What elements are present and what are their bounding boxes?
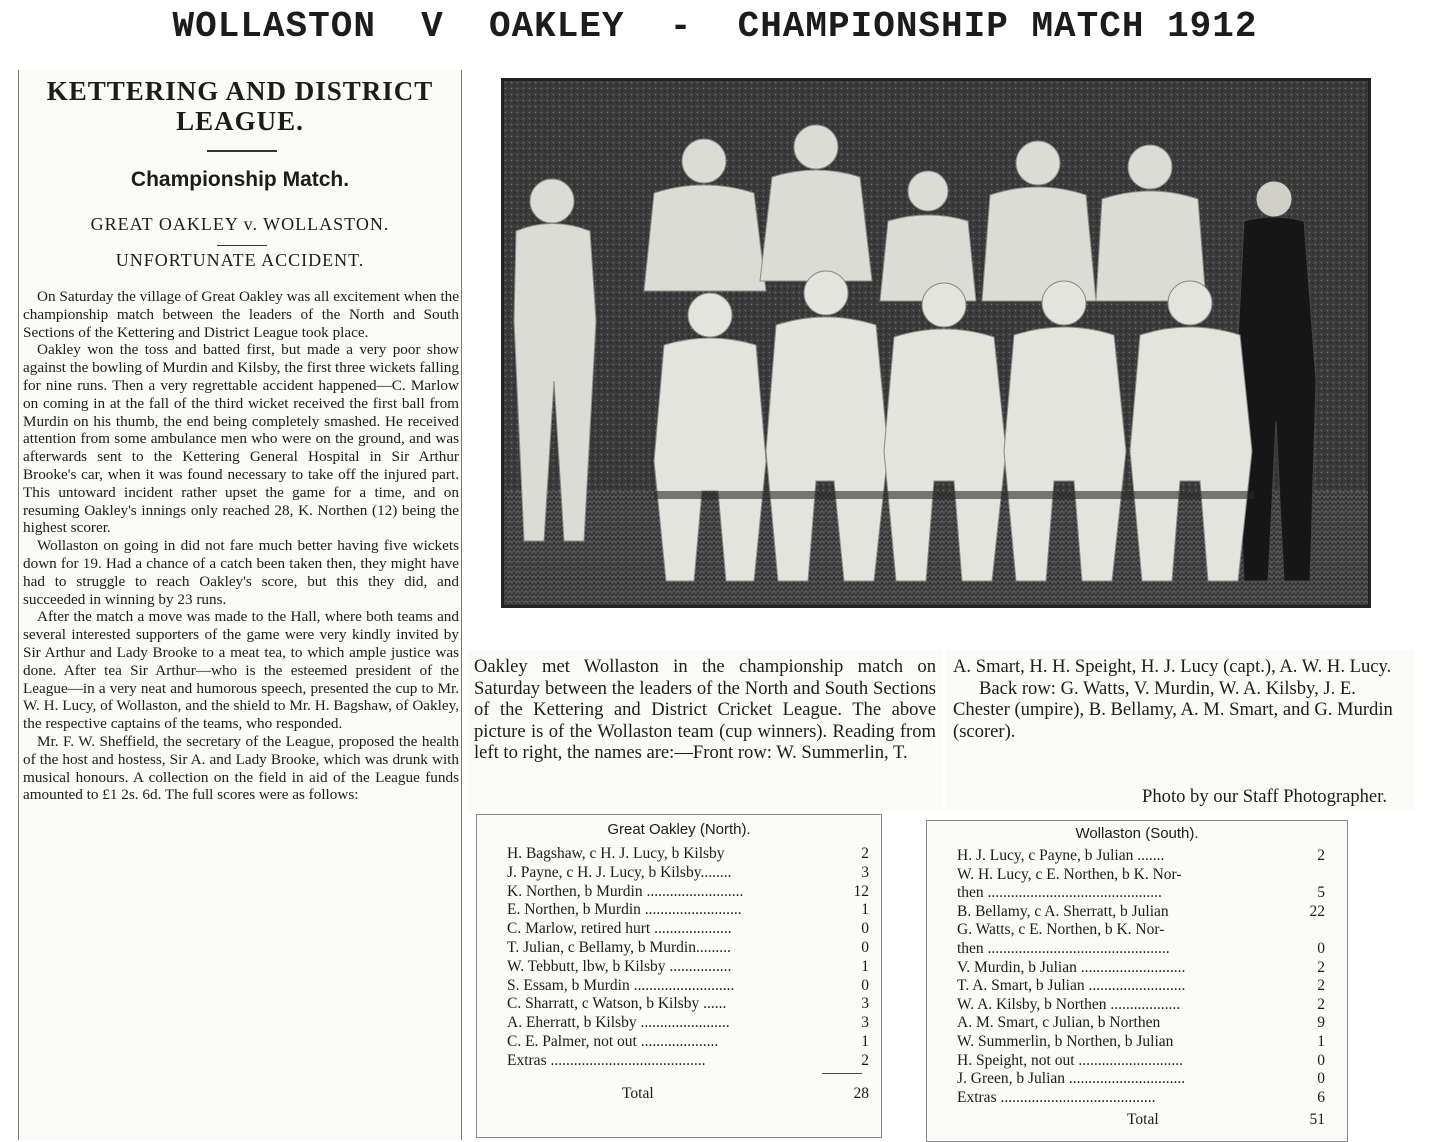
photo-caption-right [945,650,1415,810]
wollaston-scorecard [926,820,1348,1142]
scorecard-row [477,977,881,995]
team-photograph-image [504,81,1368,605]
scorecard-row [477,939,881,957]
scorecard-row [927,959,1347,977]
paragraph: Mr. F. W. Sheffield, the secretary of the League, proposed the health of the host and hostess, Sir A. and Lady Brooke, which was drunk with musical honours. A collection on the field in aid of the League funds amounted to £1 2s. 6d. The full scores were as follows: [23,732,459,804]
scorecard-total-row [927,1111,1347,1129]
runs-value: 2 [861,845,869,862]
total-rule [822,1073,862,1074]
article-subhead: Championship Match. [130,168,350,191]
runs-value: 5 [1317,884,1325,902]
runs-value: 3 [861,863,869,881]
batsman-entry: H. Bagshaw, c H. J. Lucy, b Kilsby [507,845,725,862]
runs-value: 1 [861,1033,869,1050]
scorecard-heading: Wollaston (South). [1075,825,1199,842]
divider [207,150,277,152]
batsman-entry: C. Marlow, retired hurt .................... [507,920,732,938]
batsman-entry: Extras ........................................ [507,1051,706,1069]
batsman-entry: W. A. Kilsby, b Northen .................. [957,995,1181,1013]
scorecard-row [927,1033,1347,1051]
runs-value: 3 [861,1014,869,1032]
scorecard-row [927,866,1347,884]
runs-value: 0 [1317,1051,1325,1069]
caption-names: A. Smart, H. H. Speight, H. J. Lucy (capt.), A. W. H. Lucy. [953,656,1392,677]
batsman-entry: V. Murdin, b Julian ........................... [957,958,1186,976]
batsman-entry: H. Speight, not out ........................... [957,1051,1184,1069]
scorecard-row [927,1052,1347,1070]
scorecard-total-row [477,1085,881,1103]
runs-value: 0 [1317,940,1325,957]
scorecard-row [477,995,881,1013]
scorecard-row [477,901,881,919]
team-photograph [501,78,1371,608]
total-value: 51 [1309,1111,1325,1128]
runs-value: 1 [861,957,869,975]
batsman-entry: then ............................................... [957,940,1170,957]
left-article-clipping [18,70,462,1140]
batsman-entry: T. Julian, c Bellamy, b Murdin......... [507,939,731,956]
scorecard-row [927,977,1347,995]
runs-value: 1 [1317,1033,1325,1050]
scorecard-row [927,996,1347,1014]
batsman-entry: then ............................................. [957,884,1162,902]
runs-value: 2 [1317,995,1325,1013]
runs-value: 2 [1317,847,1325,864]
runs-value: 2 [1317,958,1325,976]
runs-value: 6 [1317,1088,1325,1106]
batsman-entry: C. E. Palmer, not out .................... [507,1033,719,1050]
batsman-entry: T. A. Smart, b Julian ......................... [957,977,1186,995]
batsman-entry: A. M. Smart, c Julian, b Northen [957,1014,1161,1032]
scorecard-heading: Great Oakley (North). [607,821,751,838]
scorecard-row [477,1052,881,1070]
batsman-entry: E. Northen, b Murdin ......................... [507,901,742,919]
runs-value: 12 [853,882,869,900]
runs-value: 9 [1317,1014,1325,1032]
article-accident-heading: UNFORTUNATE ACCIDENT. [115,250,365,270]
divider [217,245,267,246]
scorecard-row [477,1033,881,1051]
scorecard-row [927,903,1347,921]
page-title: WOLLASTON V OAKLEY - CHAMPIONSHIP MATCH 1912 [172,6,1258,47]
batsman-entry: C. Sharratt, c Watson, b Kilsby ...... [507,995,727,1013]
photo-credit: Photo by our Staff Photographer. [1142,786,1387,807]
batsman-entry: Extras ........................................ [957,1088,1156,1106]
runs-value: 2 [861,1051,869,1069]
runs-value: 0 [861,976,869,994]
batsman-entry: G. Watts, c E. Northen, b K. Nor- [957,921,1165,939]
total-label: Total [1127,1111,1159,1128]
runs-value: 3 [861,995,869,1013]
runs-value: 0 [1317,1070,1325,1088]
oakley-scorecard [476,814,882,1138]
runs-value: 22 [1309,902,1325,920]
batsman-entry: A. Eherratt, b Kilsby ....................... [507,1014,730,1032]
paragraph: On Saturday the village of Great Oakley was all excitement when the championship match between the leaders of the North and South Sections of the Kettering and District League took place. [23,288,459,341]
scorecard-row [477,920,881,938]
runs-value: 0 [861,939,869,956]
scorecard-row [927,1089,1347,1107]
scorecard-row [477,864,881,882]
paragraph: After the match a move was made to the Hall, where both teams and several interested supporters of the game were very kindly invited by Sir Arthur and Lady Brooke to a meat tea, to which ample justice was done. After tea Sir Arthur—who is the esteemed president of the League—in a very neat and humorous speech, presented the cup to Mr. W. H. Lucy, of Wollaston, and the shield to Mr. H. Bagshaw, of Oakley, the respective captains of the teams, who responded. [23,608,459,733]
runs-value: 0 [861,920,869,938]
article-body [23,288,459,804]
caption-back-row: Back row: G. Watts, V. Murdin, W. A. Kilsby, J. E. Chester (umpire), B. Bellamy, A. M. Smart, and G. Murdin (scorer). [953,677,1393,742]
photo-caption-left [468,650,942,810]
paragraph: Wollaston on going in did not fare much better having five wickets down for 19. Had a chance of a catch been taken then, they might have had to struggle to reach Oakley's score, but this they did, and succeeded in winning by 23 runs. [23,537,459,608]
batsman-entry: W. Tebbutt, lbw, b Kilsby ................ [507,957,732,975]
total-value: 28 [853,1085,869,1102]
article-headline: KETTERING AND DISTRICT LEAGUE. [46,76,434,136]
batsman-entry: B. Bellamy, c A. Sherratt, b Julian [957,902,1169,920]
runs-value: 1 [861,901,869,919]
batsman-entry: J. Payne, c H. J. Lucy, b Kilsby........ [507,863,732,881]
batsman-entry: S. Essam, b Murdin .......................... [507,976,735,994]
batsman-entry: W. Summerlin, b Northen, b Julian [957,1033,1174,1050]
team-photo-clipping [497,74,1381,619]
scorecard-row [477,883,881,901]
scorecard-row [927,847,1347,865]
scorecard-row [927,884,1347,902]
paragraph: Oakley won the toss and batted first, but made a very poor show against the bowling of Murdin and Kilsby, the first three wickets falling for nine runs. Then a very regrettable accident happened—C. Marlow on coming in at the fall of the third wicket received the first ball from Murdin on his thumb, the end being completely smashed. He received attention from some ambulance men who were on the ground, and was afterwards sent to the Kettering General Hospital in Sir Arthur Brooke's car, when it was found necessary to take off the injured part. This untoward incident rather upset the game for a time, and on resuming Oakley's innings only reached 28, K. Northen (12) being the highest scorer. [23,341,459,537]
caption-text [953,656,1408,742]
total-label: Total [622,1085,654,1102]
batsman-entry: J. Green, b Julian .............................. [957,1070,1186,1088]
batsman-entry: H. J. Lucy, c Payne, b Julian ....... [957,847,1165,864]
scorecard-row [477,958,881,976]
article-teams: GREAT OAKLEY v. WOLLASTON. [90,214,390,234]
batsman-entry: W. H. Lucy, c E. Northen, b K. Nor- [957,865,1182,883]
batsman-entry: K. Northen, b Murdin ......................... [507,882,744,900]
scorecard-row [477,1014,881,1032]
scorecard-row [927,1014,1347,1032]
runs-value: 2 [1317,977,1325,995]
scorecard-row [477,845,881,863]
scorecard-row [927,1070,1347,1088]
caption-text: Oakley met Wollaston in the championship match on Saturday between the leaders of the North and South Sections of the Kettering and District Cricket League. The above picture is of the Wollaston team (cup winners). Reading from left to right, the names are:—Front row: W. Summerlin, T. [474,656,936,764]
scorecard-row [927,921,1347,939]
scorecard-row [927,940,1347,958]
